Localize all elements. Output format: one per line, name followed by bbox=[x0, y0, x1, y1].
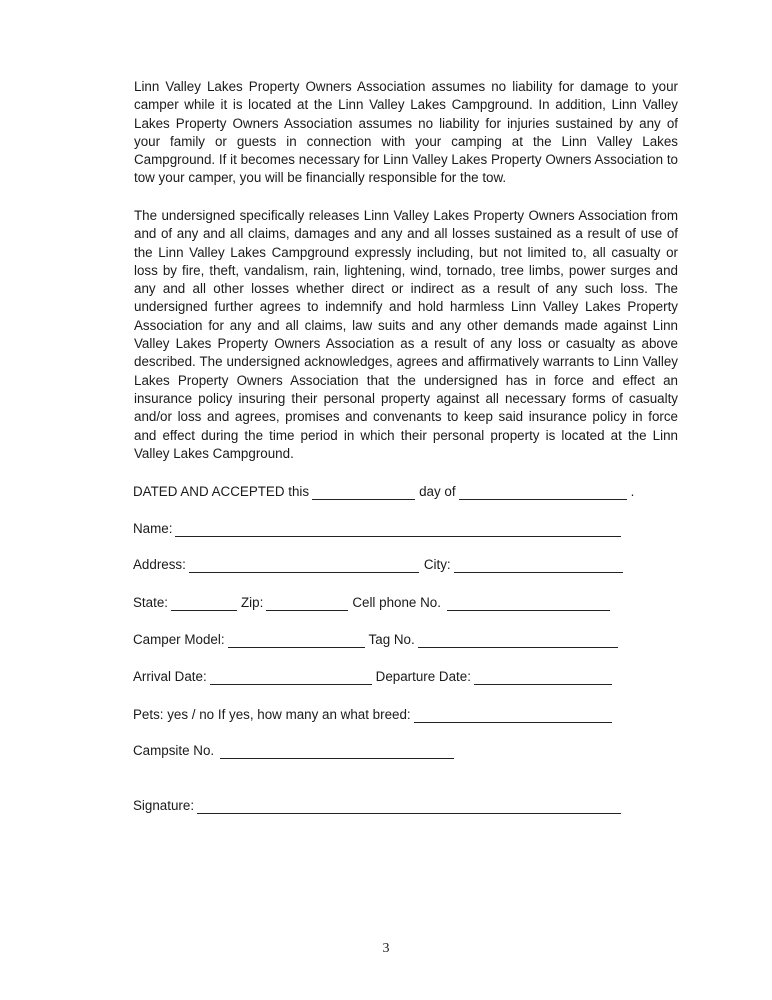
state-label: State: bbox=[133, 595, 168, 610]
signature-field[interactable] bbox=[197, 800, 621, 814]
cell-phone-field[interactable] bbox=[447, 597, 610, 611]
state-field[interactable] bbox=[171, 597, 237, 611]
pets-row bbox=[133, 707, 616, 723]
camper-model-label: Camper Model: bbox=[133, 632, 225, 647]
tag-label: Tag No. bbox=[368, 632, 415, 647]
arrival-date-label: Arrival Date: bbox=[133, 669, 207, 684]
arrival-date-field[interactable] bbox=[210, 671, 372, 685]
address-field[interactable] bbox=[189, 559, 419, 573]
dated-accepted-row bbox=[133, 484, 634, 500]
city-label: City: bbox=[423, 557, 451, 572]
zip-label: Zip: bbox=[241, 595, 264, 610]
day-of-label: day of bbox=[419, 484, 456, 499]
signature-row bbox=[133, 798, 625, 814]
liability-paragraph: Linn Valley Lakes Property Owners Association assumes no liability for damage to your camper while it is located at the Linn Valley Lakes Campground. In addition, Linn Valley Lakes Property Owners Association assumes no liability for injuries sustained by any of your family or guests in connection with your camping at the Linn Valley Lakes Campground. If it becomes necessary for Linn Valley Lakes Property Owners Association to tow your camper, you will be financially responsible for the tow. bbox=[134, 79, 678, 186]
address-row bbox=[133, 557, 627, 573]
signature-label: Signature: bbox=[133, 798, 195, 813]
page-number: 3 bbox=[382, 941, 390, 956]
campsite-label: Campsite No. bbox=[133, 743, 215, 758]
address-label: Address: bbox=[133, 557, 186, 572]
camper-row bbox=[133, 632, 622, 648]
release-paragraph: The undersigned specifically releases Linn Valley Lakes Property Owners Association from and of any and all claims, damages and any and all losses sustained as a result of use of the Linn Valley Lakes Campground expressly including, but not limited to, all casualty or loss by fire, theft, vandalism, rain, lightening, wind, tornado, tree limbs, power surges and any and all other losses whether direct or indirect as a result of any such loss. The undersigned further agrees to indemnify and hold harmless Linn Valley Lakes Property Association for any and all claims, law suits and any other demands made against Linn Valley Lakes Property Owners Association as a result of any loss or casualty as above described. The undersigned acknowledges, agrees and affirmatively warrants to Linn Valley Lakes Property Owners Association that the undersigned has in force and effect an insurance policy insuring their personal property against all necessary forms of casualty and/or loss and agrees, promises and convenants to keep said insurance policy in force and effect during the time period in which their personal property is located at the Linn Valley Lakes Campground. bbox=[134, 208, 678, 461]
name-label: Name: bbox=[133, 521, 173, 536]
name-row bbox=[133, 521, 625, 537]
city-field[interactable] bbox=[454, 559, 623, 573]
departure-date-field[interactable] bbox=[474, 671, 612, 685]
pets-label: Pets: yes / no If yes, how many an what breed: bbox=[133, 707, 411, 722]
campsite-field[interactable] bbox=[220, 745, 454, 759]
period-mark: . bbox=[630, 484, 635, 499]
camper-model-field[interactable] bbox=[228, 634, 365, 648]
tag-field[interactable] bbox=[418, 634, 618, 648]
campsite-row bbox=[133, 743, 458, 759]
month-field[interactable] bbox=[459, 486, 627, 500]
zip-field[interactable] bbox=[266, 597, 348, 611]
name-field[interactable] bbox=[175, 523, 621, 537]
dated-accepted-label: DATED AND ACCEPTED this bbox=[133, 484, 310, 499]
dates-row bbox=[133, 669, 616, 685]
pets-field[interactable] bbox=[414, 709, 612, 723]
departure-date-label: Departure Date: bbox=[375, 669, 471, 684]
cell-phone-label: Cell phone No. bbox=[352, 595, 441, 610]
state-row bbox=[133, 595, 614, 611]
day-field[interactable] bbox=[312, 486, 415, 500]
